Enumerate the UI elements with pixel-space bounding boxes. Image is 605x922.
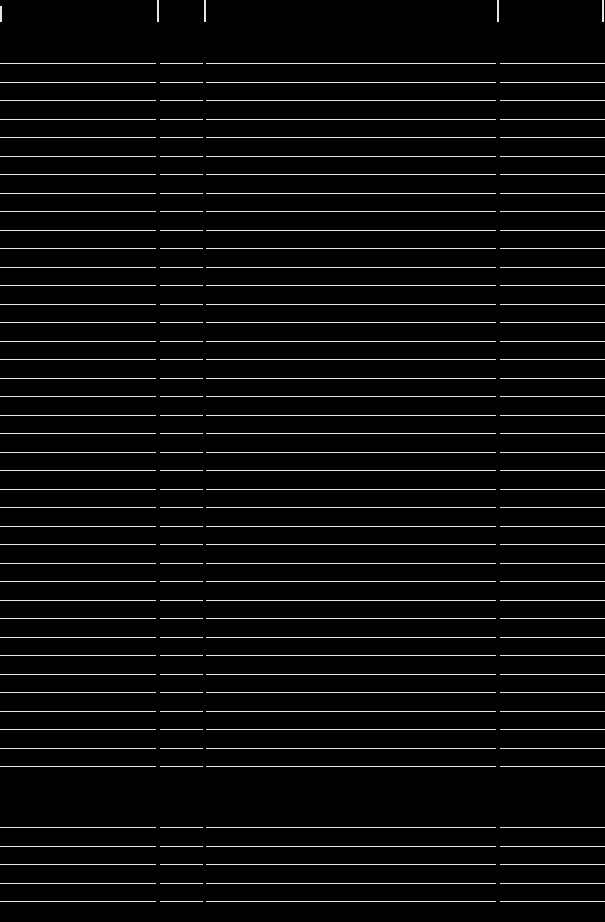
table-cell xyxy=(0,194,156,213)
table-cell xyxy=(160,231,203,250)
table-cell xyxy=(206,453,496,472)
table-cell xyxy=(500,101,605,120)
table-cell xyxy=(500,416,605,435)
table-cell xyxy=(0,101,156,120)
table-cell xyxy=(206,656,496,675)
table-cell xyxy=(206,545,496,564)
table-cell xyxy=(500,249,605,268)
table-cell xyxy=(0,397,156,416)
table-row xyxy=(0,767,605,828)
table-cell xyxy=(0,120,156,139)
table-cell xyxy=(0,416,156,435)
table-cell xyxy=(500,564,605,583)
table-cell xyxy=(500,619,605,638)
table-cell xyxy=(206,619,496,638)
table-cell xyxy=(160,582,203,601)
table-cell xyxy=(500,453,605,472)
table-row xyxy=(0,865,605,884)
table-cell xyxy=(160,101,203,120)
table-cell xyxy=(500,656,605,675)
table-row xyxy=(0,416,605,435)
table-cell xyxy=(500,64,605,83)
table-cell xyxy=(500,175,605,194)
table-cell xyxy=(0,865,156,884)
table-cell xyxy=(500,638,605,657)
table-row xyxy=(0,64,605,83)
table-cell xyxy=(160,767,203,828)
table-cell xyxy=(206,101,496,120)
table-cell xyxy=(500,508,605,527)
table-cell xyxy=(0,545,156,564)
table-cell xyxy=(0,157,156,176)
table-cell xyxy=(160,527,203,546)
table-row xyxy=(0,508,605,527)
table-cell xyxy=(0,712,156,731)
table-row xyxy=(0,434,605,453)
table-cell xyxy=(0,767,156,828)
table-cell xyxy=(0,601,156,620)
table-cell xyxy=(500,138,605,157)
table-row xyxy=(0,138,605,157)
table-cell xyxy=(500,730,605,749)
table-cell xyxy=(160,323,203,342)
table-cell xyxy=(0,64,156,83)
table-cell xyxy=(0,749,156,768)
table-cell xyxy=(206,64,496,83)
table-cell xyxy=(500,268,605,287)
table-cell xyxy=(160,471,203,490)
table-cell xyxy=(206,847,496,866)
table-cell xyxy=(0,564,156,583)
table-cell xyxy=(206,379,496,398)
table-cell xyxy=(0,490,156,509)
header-row xyxy=(0,0,605,64)
table-cell xyxy=(160,884,203,903)
table-cell xyxy=(0,902,156,922)
header-column-separator xyxy=(204,0,206,22)
table-cell xyxy=(0,434,156,453)
table-cell xyxy=(500,231,605,250)
header-cell xyxy=(206,0,496,64)
table-cell xyxy=(0,305,156,324)
table-cell xyxy=(160,619,203,638)
table-cell xyxy=(206,884,496,903)
table-cell xyxy=(0,471,156,490)
table-cell xyxy=(0,231,156,250)
table-cell xyxy=(160,138,203,157)
table-cell xyxy=(500,527,605,546)
table-cell xyxy=(206,157,496,176)
table-cell xyxy=(500,379,605,398)
table-row xyxy=(0,730,605,749)
table-cell xyxy=(160,545,203,564)
header-cell xyxy=(500,0,605,64)
table-cell xyxy=(500,902,605,922)
table-cell xyxy=(500,865,605,884)
table-cell xyxy=(160,212,203,231)
table-row xyxy=(0,175,605,194)
table-row xyxy=(0,847,605,866)
table-cell xyxy=(160,656,203,675)
table-cell xyxy=(160,601,203,620)
table-cell xyxy=(160,175,203,194)
table-cell xyxy=(500,212,605,231)
table-cell xyxy=(206,249,496,268)
table-cell xyxy=(206,83,496,102)
table-row xyxy=(0,619,605,638)
table-cell xyxy=(0,360,156,379)
table-cell xyxy=(0,175,156,194)
table-cell xyxy=(206,767,496,828)
table-row xyxy=(0,212,605,231)
table-cell xyxy=(500,582,605,601)
table-cell xyxy=(0,453,156,472)
table-cell xyxy=(500,767,605,828)
table-cell xyxy=(206,693,496,712)
table-cell xyxy=(206,638,496,657)
table-cell xyxy=(206,231,496,250)
table-cell xyxy=(0,286,156,305)
table-cell xyxy=(206,397,496,416)
table-cell xyxy=(500,675,605,694)
table-cell xyxy=(500,545,605,564)
table-cell xyxy=(160,508,203,527)
table-row xyxy=(0,83,605,102)
table-row xyxy=(0,490,605,509)
table-cell xyxy=(206,286,496,305)
table-cell xyxy=(160,397,203,416)
table-cell xyxy=(160,749,203,768)
table-row xyxy=(0,582,605,601)
table-cell xyxy=(160,286,203,305)
table-cell xyxy=(0,828,156,847)
table-cell xyxy=(206,120,496,139)
header-column-separator xyxy=(157,0,159,22)
table-cell xyxy=(0,884,156,903)
header-cell xyxy=(0,0,156,64)
table-cell xyxy=(206,212,496,231)
table-row xyxy=(0,601,605,620)
table-cell xyxy=(160,268,203,287)
table-row xyxy=(0,101,605,120)
table-cell xyxy=(0,83,156,102)
header-column-separator xyxy=(602,0,604,22)
table-cell xyxy=(160,64,203,83)
table-cell xyxy=(206,342,496,361)
table-row xyxy=(0,268,605,287)
table-cell xyxy=(160,847,203,866)
table-cell xyxy=(500,847,605,866)
table-cell xyxy=(500,884,605,903)
table-cell xyxy=(0,342,156,361)
table-cell xyxy=(206,138,496,157)
table-row xyxy=(0,157,605,176)
table-cell xyxy=(206,360,496,379)
table-cell xyxy=(500,286,605,305)
table-cell xyxy=(500,471,605,490)
table-cell xyxy=(160,638,203,657)
table-cell xyxy=(160,305,203,324)
table-cell xyxy=(160,490,203,509)
table-cell xyxy=(206,268,496,287)
table-row xyxy=(0,323,605,342)
table-row xyxy=(0,749,605,768)
table-cell xyxy=(500,342,605,361)
table-row xyxy=(0,342,605,361)
table-cell xyxy=(0,693,156,712)
table-cell xyxy=(206,305,496,324)
table-cell xyxy=(160,712,203,731)
table-cell xyxy=(206,749,496,768)
table-cell xyxy=(206,434,496,453)
table-cell xyxy=(500,323,605,342)
table-cell xyxy=(160,902,203,922)
table-cell xyxy=(160,453,203,472)
table-cell xyxy=(206,902,496,922)
table-cell xyxy=(206,828,496,847)
table-row xyxy=(0,194,605,213)
table-cell xyxy=(206,194,496,213)
table-cell xyxy=(500,490,605,509)
table-row xyxy=(0,360,605,379)
table-row xyxy=(0,120,605,139)
table-cell xyxy=(160,730,203,749)
table-cell xyxy=(160,434,203,453)
table-cell xyxy=(206,730,496,749)
table-cell xyxy=(206,508,496,527)
table-row xyxy=(0,828,605,847)
table-row xyxy=(0,231,605,250)
table-cell xyxy=(160,675,203,694)
table-cell xyxy=(206,865,496,884)
table-cell xyxy=(0,656,156,675)
table-cell xyxy=(206,416,496,435)
table-row xyxy=(0,884,605,903)
table-cell xyxy=(0,638,156,657)
table-row xyxy=(0,656,605,675)
table-cell xyxy=(160,194,203,213)
table-cell xyxy=(206,601,496,620)
table-cell xyxy=(500,120,605,139)
table-cell xyxy=(500,194,605,213)
table-row xyxy=(0,249,605,268)
table-cell xyxy=(500,83,605,102)
table-row xyxy=(0,397,605,416)
table-row xyxy=(0,379,605,398)
table-cell xyxy=(0,323,156,342)
table-cell xyxy=(160,693,203,712)
table-row xyxy=(0,286,605,305)
table-row xyxy=(0,675,605,694)
table-row xyxy=(0,564,605,583)
table-cell xyxy=(500,828,605,847)
table-cell xyxy=(206,564,496,583)
table-row xyxy=(0,902,605,922)
header-column-separator xyxy=(0,6,2,22)
table-cell xyxy=(0,508,156,527)
table-cell xyxy=(160,342,203,361)
table-cell xyxy=(0,379,156,398)
table-cell xyxy=(0,268,156,287)
table-cell xyxy=(160,157,203,176)
table-cell xyxy=(160,360,203,379)
table-cell xyxy=(160,249,203,268)
table-cell xyxy=(500,712,605,731)
table-cell xyxy=(500,434,605,453)
table-cell xyxy=(0,619,156,638)
table-cell xyxy=(500,360,605,379)
table-cell xyxy=(500,397,605,416)
table-cell xyxy=(0,730,156,749)
table-cell xyxy=(0,582,156,601)
table-row xyxy=(0,545,605,564)
table-cell xyxy=(0,847,156,866)
table-cell xyxy=(0,212,156,231)
table-cell xyxy=(206,582,496,601)
table-row xyxy=(0,305,605,324)
header-cell xyxy=(160,0,203,64)
table-cell xyxy=(500,693,605,712)
table-cell xyxy=(0,675,156,694)
table-cell xyxy=(206,712,496,731)
table-cell xyxy=(160,564,203,583)
table-cell xyxy=(0,138,156,157)
header-column-separator xyxy=(497,0,499,22)
table-row xyxy=(0,712,605,731)
table-cell xyxy=(206,323,496,342)
table-row xyxy=(0,693,605,712)
table-cell xyxy=(500,601,605,620)
table-cell xyxy=(500,749,605,768)
table-cell xyxy=(160,416,203,435)
table-cell xyxy=(206,471,496,490)
table-cell xyxy=(206,490,496,509)
table-cell xyxy=(160,83,203,102)
table-row xyxy=(0,471,605,490)
table-row xyxy=(0,638,605,657)
table-cell xyxy=(206,527,496,546)
table-cell xyxy=(0,527,156,546)
table-cell xyxy=(206,175,496,194)
table-cell xyxy=(160,379,203,398)
table-cell xyxy=(160,120,203,139)
table-cell xyxy=(160,828,203,847)
table-cell xyxy=(160,865,203,884)
table-cell xyxy=(500,157,605,176)
table-cell xyxy=(206,675,496,694)
table-cell xyxy=(0,249,156,268)
table-cell xyxy=(500,305,605,324)
table-row xyxy=(0,453,605,472)
table-row xyxy=(0,527,605,546)
